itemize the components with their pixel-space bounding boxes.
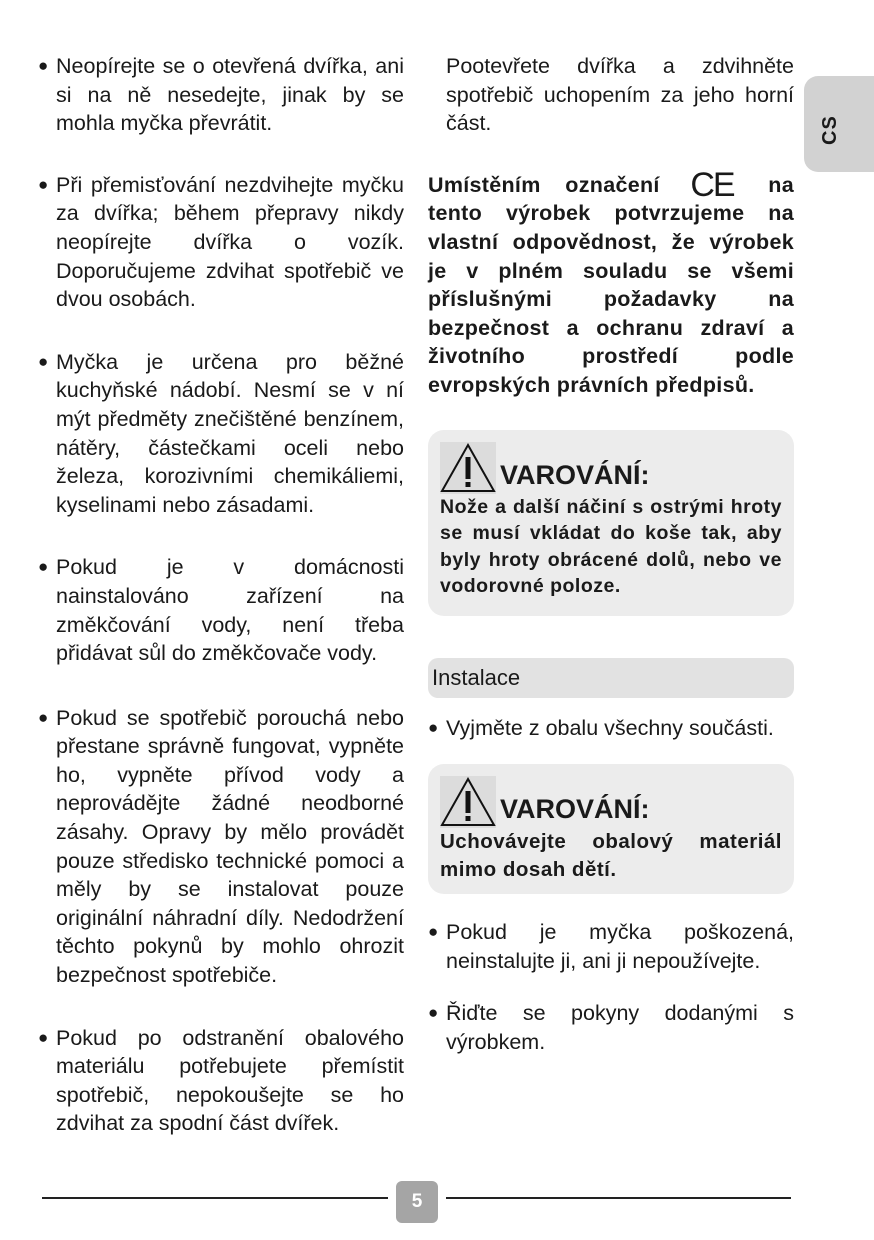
warning-box-packaging [428, 764, 794, 894]
warning-title: VAROVÁNÍ: [500, 794, 650, 825]
footer-rule-left [42, 1197, 388, 1199]
section-title-installation: Instalace [428, 658, 794, 698]
list-item: ● Řiďte se pokyny dodanými s výrobkem. [428, 1001, 794, 1054]
bullet-icon: ● [428, 922, 439, 942]
list-item: ● Pokud po odstranění obalového materiálu potřebujete přemístit spotřebič, nepokoušejte se ho zdvihat za spodní část dvířek. [38, 1025, 404, 1136]
list-item: ● Vyjměte z obalu všechny součásti. [428, 714, 794, 743]
left-column [38, 52, 404, 1168]
bullet-icon: ● [38, 707, 49, 727]
bullet-icon: ● [38, 557, 49, 577]
list-item: ● Pokud je v domácnosti nainstalováno zařízení na změkčování vody, není třeba přidávat sůl do změkčovače vody. [38, 555, 404, 666]
warning-triangle-icon [440, 442, 498, 494]
ce-declaration: Umístěním označení CE na tento výrobek potvrzujeme na vlastní odpovědnost, že výrobek je v plném souladu se všemi příslušnými požadavky na bezpečnost a ochranu zdraví a životního prostředí podle evropských právních předpisů. [428, 165, 794, 397]
warning-header [440, 440, 782, 494]
warning-text: Nože a další náčiní s ostrými hroty se musí vkládat do koše tak, aby byly hroty obrácené dolů, nebo ve vodorovné poloze. [440, 495, 782, 598]
right-column [428, 52, 794, 1087]
page-number: 5 [396, 1181, 438, 1223]
warning-title: VAROVÁNÍ: [500, 459, 650, 490]
warning-header [440, 774, 782, 828]
continued-paragraph: Pootevřete dvířka a zdvihněte spotřebič uchopením za jeho horní část. [446, 54, 794, 136]
warning-triangle-icon [440, 776, 498, 828]
warning-box-knives [428, 430, 794, 616]
bullet-icon: ● [428, 717, 439, 737]
language-tab-label: CS [819, 115, 841, 145]
list-item: ● Při přemisťování nezdvihejte myčku za dvířka; během přepravy nikdy neopírejte dvířka o vozík. Doporučujeme zdvihat spotřebič ve dvou osobách. [38, 172, 404, 312]
bullet-icon: ● [38, 174, 49, 194]
footer-rule-right [446, 1197, 791, 1199]
bullet-icon: ● [38, 56, 49, 75]
list-item: ● Pokud je myčka poškozená, neinstalujte ji, ani ji nepoužívejte. [428, 920, 794, 973]
bullet-icon: ● [428, 1003, 439, 1023]
list-item: ● Myčka je určena pro běžné kuchyňské nádobí. Nesmí se v ní mýt předměty znečištěné benzínem, nátěry, částečkami oceli nebo železa, korozivními chemikáliemi, kyselinami nebo zásadami. [38, 349, 404, 517]
ce-mark-icon: CE [690, 165, 734, 204]
list-item: ● Neopírejte se o otevřená dvířka, ani si na ně nesedejte, jinak by se mohla myčka převrátit. [38, 54, 404, 136]
warning-text: Uchovávejte obalový materiál mimo dosah dětí. [440, 830, 782, 882]
bullet-icon: ● [38, 1027, 49, 1047]
list-item: ● Pokud se spotřebič porouchá nebo přestane správně fungovat, vypněte ho, vypněte přívod vody a neprovádějte žádné neodborné zásahy. Opravy by mělo provádět pouze středisko technické pomoci a měly by se instalovat pouze originální náhradní díly. Nedodržení těchto pokynů by mohlo ohrozit bezpečnost spotřebiče. [38, 705, 404, 988]
bullet-icon: ● [38, 351, 49, 371]
